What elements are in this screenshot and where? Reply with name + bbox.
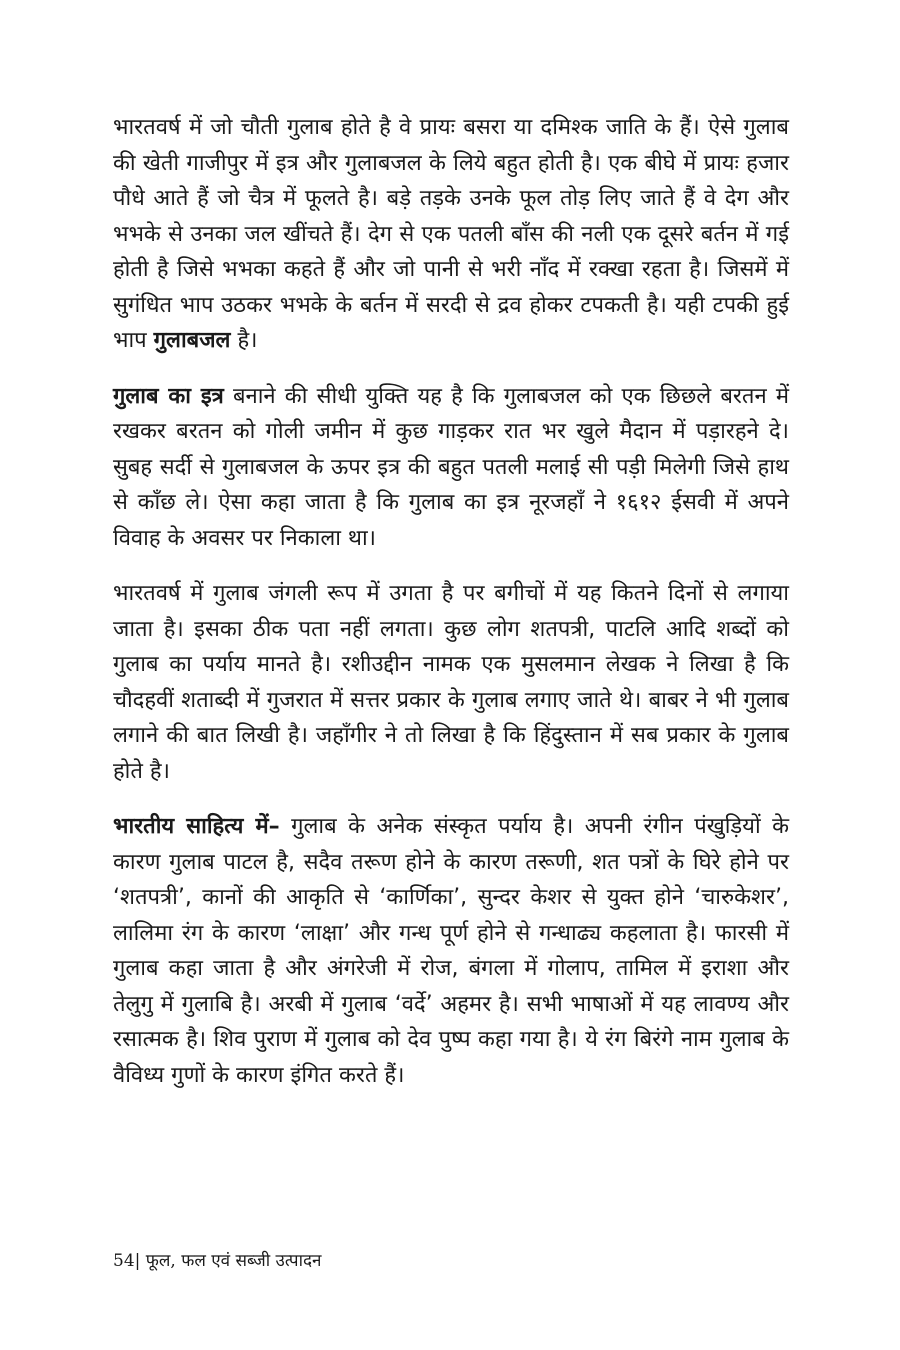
- paragraph-3-text: भारतवर्ष में गुलाब जंगली रूप में उगता है पर बगीचों में यह कितने दिनों से लगाया जाता है। इसका ठीक पता नहीं लगता। कुछ लोग शतपत्री, पाटलि आदि शब्दों को गुलाब का पर्याय मानते है। रशीउद्दीन नामक एक मुसलमान लेखक ने लिखा है कि चौदहवीं शताब्दी में गुजरात में सत्तर प्रकार के गुलाब लगाए जाते थे। बाबर ने भी गुलाब लगाने की बात लिखी है। जहाँगीर ने तो लिखा है कि हिंदुस्तान में सब प्रकार के गुलाब होते है।: [113, 581, 789, 784]
- paragraph-4: [113, 809, 789, 1093]
- paragraph-1-bold-term: गुलाबजल: [153, 328, 231, 353]
- page-body: [113, 110, 789, 1113]
- paragraph-4-text: गुलाब के अनेक संस्कृत पर्याय है। अपनी रंगीन पंखुड़ियों के कारण गुलाब पाटल है, सदैव तरूण होने के कारण तरूणी, शत पत्रों के घिरे होने पर ‘शतपत्री’, कानों की आकृति से ‘कार्णिका’, सुन्दर केशर से युक्त होने ‘चारुकेशर’, लालिमा रंग के कारण ‘लाक्षा’ और गन्ध पूर्ण होने से गन्धाढ्य कहलाता है। फारसी में गुलाब कहा जाता है और अंगरेजी में रोज, बंगला में गोलाप, तामिल में इराशा और तेलुगु में गुलाबि है। अरबी में गुलाब ‘वर्दे’ अहमर है। सभी भाषाओं में यह लावण्य और रसात्मक है। शिव पुराण में गुलाब को देव पुष्प कहा गया है। ये रंग बिरंगे नाम गुलाब के वैविध्य गुणों के कारण इंगित करते हैं।: [113, 814, 789, 1088]
- paragraph-1-tail: है।: [230, 328, 258, 353]
- paragraph-4-lead: भारतीय साहित्य में–: [113, 814, 280, 839]
- paragraph-2-text: बनाने की सीधी युक्ति यह है कि गुलाबजल को एक छिछले बरतन में रखकर बरतन को गोली जमीन में कुछ गाड़कर रात भर खुले मैदान में पड़ारहने दे। सुबह सर्दी से गुलाबजल के ऊपर इत्र की बहुत पतली मलाई सी पड़ी मिलेगी जिसे हाथ से काँछ ले। ऐसा कहा जाता है कि गुलाब का इत्र नूरजहाँ ने १६१२ ईसवी में अपने विवाह के अवसर पर निकाला था।: [113, 383, 789, 551]
- paragraph-1-text: भारतवर्ष में जो चौती गुलाब होते है वे प्रायः बसरा या दमिश्क जाति के हैं। ऐसे गुलाब की खेती गाजीपुर में इत्र और गुलाबजल के लिये बहुत होती है। एक बीघे में प्रायः हजार पौधे आते हैं जो चैत्र में फूलते है। बड़े तड़के उनके फूल तोड़ लिए जाते हैं वे देग और भभके से उनका जल खींचते हैं। देग से एक पतली बाँस की नली एक दूसरे बर्तन में गई होती है जिसे भभका कहते हैं और जो पानी से भरी नाँद में रक्खा रहता है। जिसमें में सुगंधित भाप उठकर भभके के बर्तन में सरदी से द्रव होकर टपकती है। यही टपकी हुई भाप: [113, 115, 789, 353]
- book-title: फूल, फल एवं सब्जी उत्पादन: [140, 1251, 322, 1271]
- page-number: 54: [113, 1251, 135, 1271]
- page-footer: [113, 1248, 321, 1271]
- paragraph-2-lead: गुलाब का इत्र: [113, 383, 224, 409]
- footer-separator: |: [134, 1251, 141, 1271]
- paragraph-2: [113, 379, 789, 557]
- paragraph-3: [113, 576, 789, 789]
- paragraph-1: [113, 110, 789, 359]
